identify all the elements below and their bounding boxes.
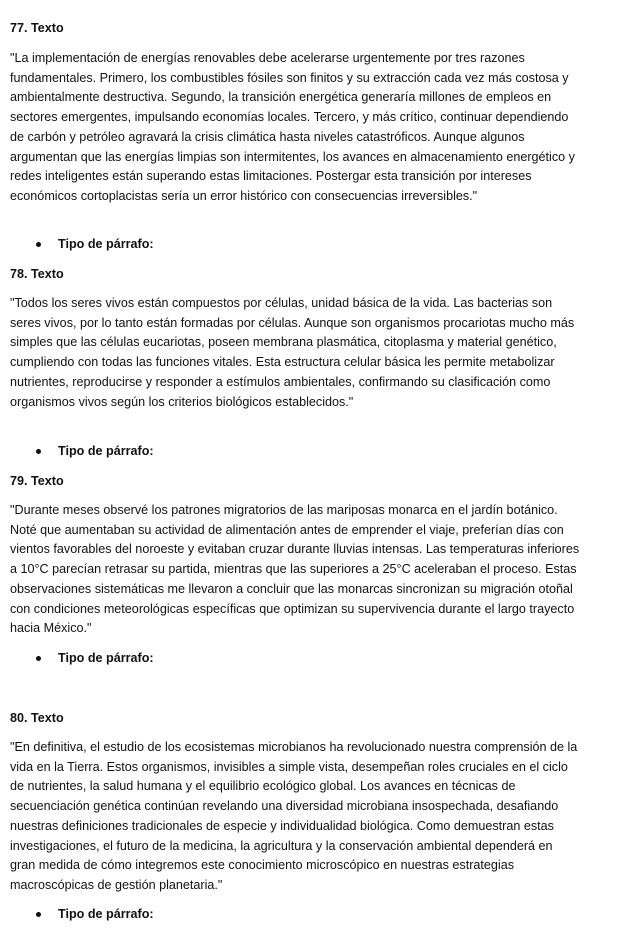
bullet-icon [36, 656, 41, 661]
paragraph-type-label: Tipo de párrafo: [58, 444, 154, 458]
paragraph-type-item-80 [36, 906, 154, 922]
bullet-icon [36, 449, 41, 454]
section-text-77: "La implementación de energías renovables debe acelerarse urgentemente por tres razones fundamentales. Primero, los combustibles fósiles son finitos y su extracción cada vez más costosa y ambientalmente destructiva. Segundo, la transición energética generaría millones de empleos en sectores emergentes, impulsando economías locales. Tercero, y más crítico, continuar dependiendo de carbón y petróleo agravará la crisis climática hasta niveles catastróficos. Aunque algunos argumentan que las energías limpias son intermitentes, los avances en almacenamiento energético y redes inteligentes están superando estas limitaciones. Postergar esta transición por intereses económicos cortoplacistas sería un error histórico con consecuencias irreversibles." [10, 51, 575, 203]
paragraph-type-label: Tipo de párrafo: [58, 651, 154, 665]
section-heading-79: 79. Texto [10, 474, 64, 488]
paragraph-type-item-77 [36, 236, 154, 252]
section-heading-78: 78. Texto [10, 267, 64, 281]
section-heading-77: 77. Texto [10, 21, 64, 35]
paragraph-type-label: Tipo de párrafo: [58, 907, 154, 921]
section-heading-80: 80. Texto [10, 711, 64, 725]
paragraph-type-item-78 [36, 443, 154, 459]
section-text-79: "Durante meses observé los patrones migratorios de las mariposas monarca en el jardín botánico. Noté que aumentaban su actividad de alimentación antes de emprender el viaje, preferían días con vientos favorables del noroeste y evitaban cruzar durante lluvias intensas. Las temperaturas inferiores a 10°C parecían retrasar su partida, mientras que las superiores a 25°C aceleraban el proceso. Estas observaciones sistemáticas me llevaron a concluir que las monarcas sincronizan su migración otoñal con condiciones meteorológicas específicas que optimizan su supervivencia durante el largo trayecto hacia México." [10, 503, 580, 636]
paragraph-type-item-79 [36, 650, 154, 666]
section-text-80: "En definitiva, el estudio de los ecosistemas microbianos ha revolucionado nuestra comprensión de la vida en la Tierra. Estos organismos, invisibles a simple vista, desempeñan roles cruciales en el ciclo de nutrientes, la salud humana y el equilibrio ecológico global. Los avances en técnicas de secuenciación genética continúan revelando una diversidad microbiana insospechada, desafiando nuestras definiciones tradicionales de especie y individualidad biológica. Como demuestran estas investigaciones, el futuro de la medicina, la agricultura y la conservación ambiental dependerá en gran medida de cómo integremos este conocimiento microscópico en nuestras estrategias macroscópicas de gestión planetaria." [10, 740, 578, 892]
bullet-icon [36, 912, 41, 917]
bullet-icon [36, 242, 41, 247]
section-text-78: "Todos los seres vivos están compuestos por células, unidad básica de la vida. Las bacterias son seres vivos, por lo tanto están formadas por células. Aunque son organismos procariotas mucho más simples que las células eucariotas, poseen membrana plasmática, citoplasma y material genético, cumpliendo con todas las funciones vitales. Esta estructura celular básica les permite metabolizar nutrientes, reproducirse y responder a estímulos ambientales, confirmando su clasificación como organismos vivos según los criterios biológicos establecidos." [10, 296, 575, 409]
paragraph-type-label: Tipo de párrafo: [58, 237, 154, 251]
